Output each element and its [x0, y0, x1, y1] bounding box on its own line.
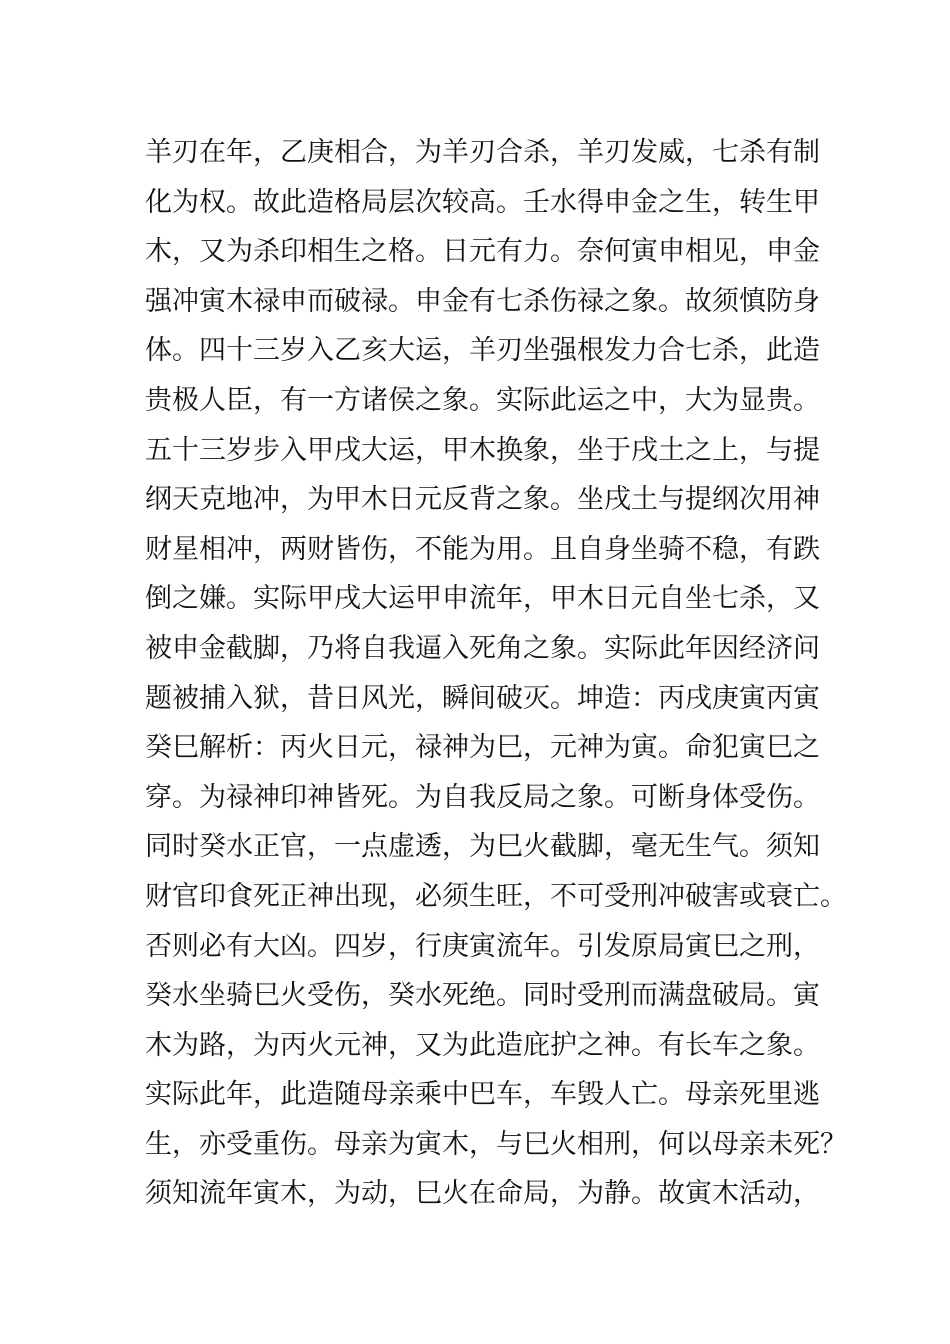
text-line: 题被捕入狱，昔日风光，瞬间破灭。坤造：丙戌庚寅丙寅 [145, 682, 820, 714]
text-line: 同时癸水正官，一点虚透，为巳火截脚，毫无生气。须知 [145, 831, 820, 863]
text-line: 生，亦受重伤。母亲为寅木，与巳火相刑，何以母亲未死？ [145, 1128, 847, 1160]
text-line: 被申金截脚，乃将自我逼入死角之象。实际此年因经济问 [145, 632, 820, 664]
body-text [145, 128, 845, 1219]
text-line: 须知流年寅木，为动，巳火在命局，为静。故寅木活动， [145, 1178, 820, 1210]
text-line: 贵极人臣，有一方诸侯之象。实际此运之中，大为显贵。 [145, 384, 820, 416]
text-line: 五十三岁步入甲戌大运，甲木换象，坐于戌土之上，与提 [145, 434, 820, 466]
text-line: 穿。为禄神印神皆死。为自我反局之象。可断身体受伤。 [145, 781, 820, 813]
text-line: 羊刃在年，乙庚相合，为羊刃合杀，羊刃发威，七杀有制 [145, 137, 820, 168]
text-line: 实际此年，此造随母亲乘中巴车，车毁人亡。母亲死里逃 [145, 1079, 820, 1111]
text-line: 体。四十三岁入乙亥大运，羊刃坐强根发力合七杀，此造 [145, 335, 820, 367]
text-line: 否则必有大凶。四岁，行庚寅流年。引发原局寅巳之刑， [145, 930, 820, 962]
text-line: 倒之嫌。实际甲戌大运甲申流年，甲木日元自坐七杀，又 [145, 583, 820, 615]
text-line: 癸水坐骑巳火受伤，癸水死绝。同时受刑而满盘破局。寅 [145, 980, 820, 1012]
text-line: 强冲寅木禄申而破禄。申金有七杀伤禄之象。故须慎防身 [145, 285, 820, 317]
text-line: 癸巳解析：丙火日元，禄神为巳，元神为寅。命犯寅巳之 [145, 732, 820, 764]
text-line: 化为权。故此造格局层次较高。壬水得申金之生，转生甲 [145, 186, 820, 218]
text-line: 财官印食死正神出现，必须生旺，不可受刑冲破害或衰亡。 [145, 880, 847, 912]
text-line: 木，又为杀印相生之格。日元有力。奈何寅申相见，申金 [145, 236, 820, 268]
text-line: 木为路，为丙火元神，又为此造庇护之神。有长车之象。 [145, 1029, 820, 1061]
text-line: 财星相冲，两财皆伤，不能为用。且自身坐骑不稳，有跌 [145, 533, 820, 565]
text-line: 纲天克地冲，为甲木日元反背之象。坐戌土与提纲次用神 [145, 484, 820, 516]
